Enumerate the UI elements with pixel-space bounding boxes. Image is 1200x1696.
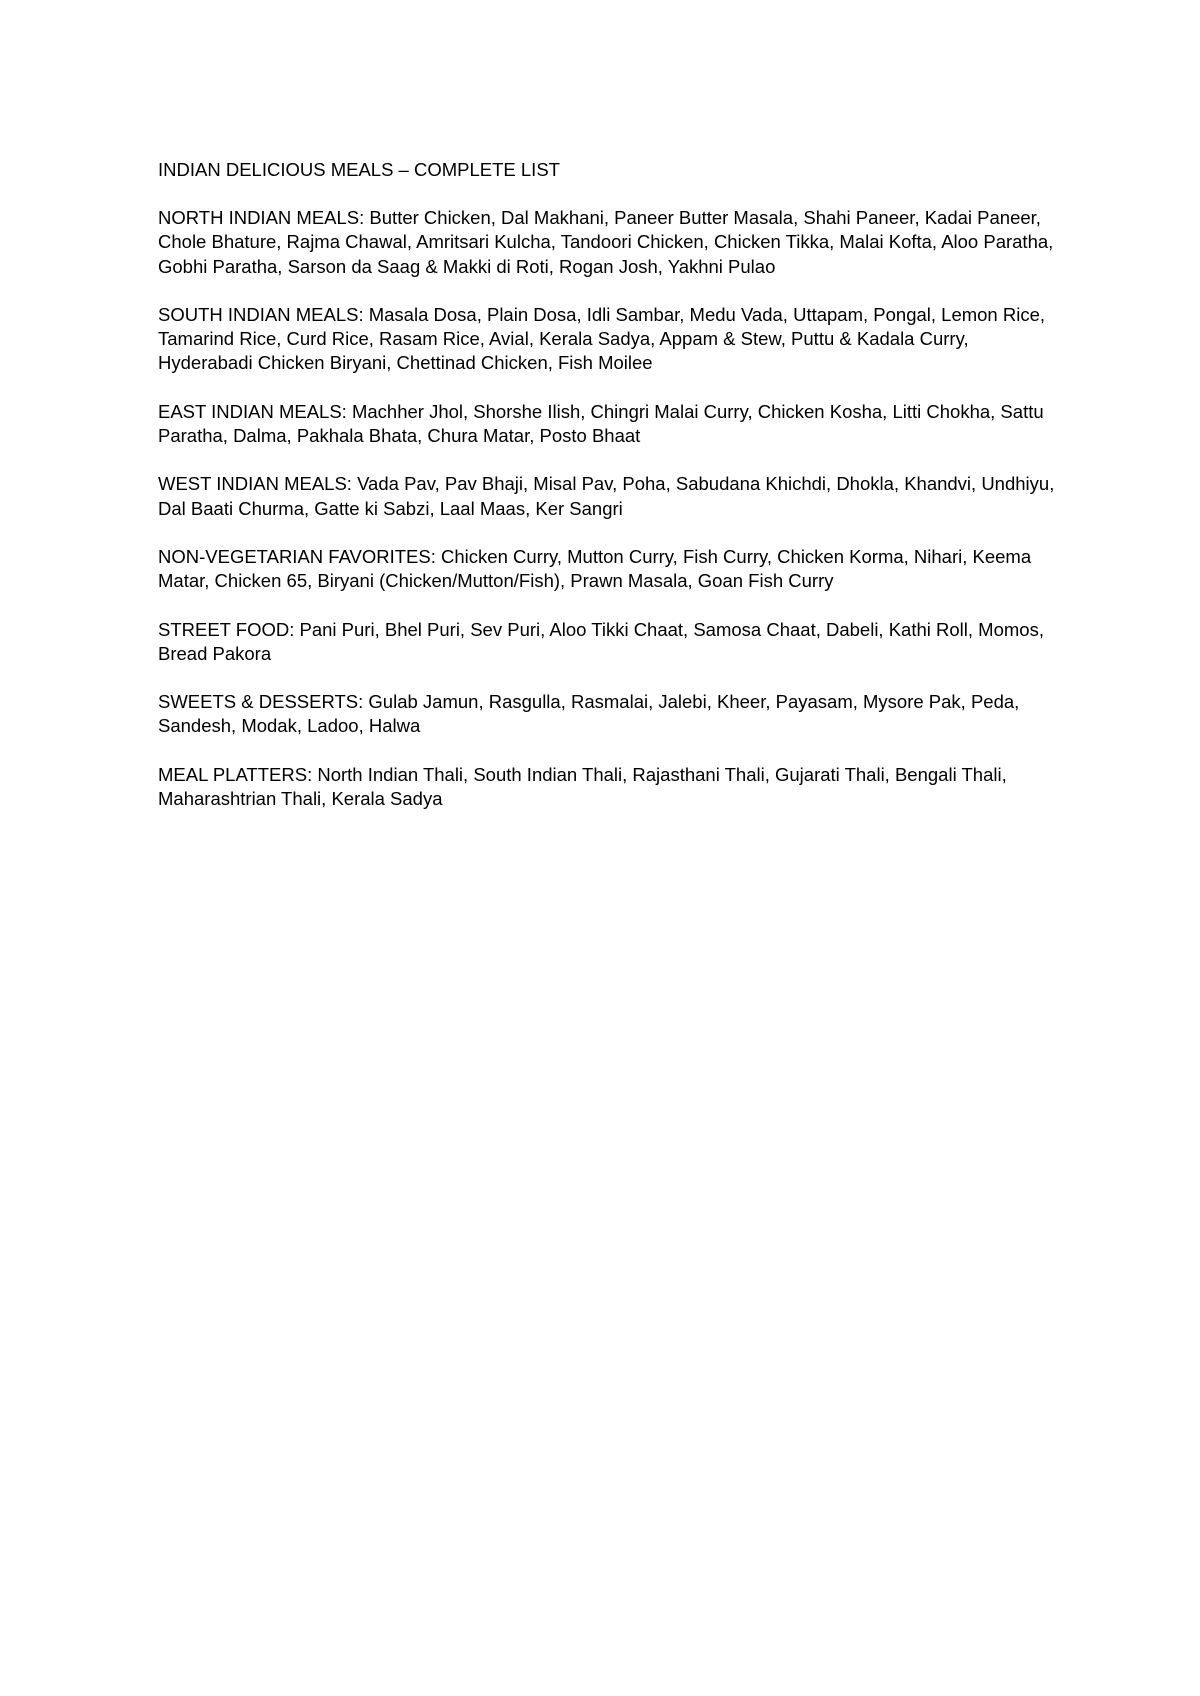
section-heading: SOUTH INDIAN MEALS: [158, 303, 364, 325]
section-west-indian [158, 472, 1058, 521]
document-title: INDIAN DELICIOUS MEALS – COMPLETE LIST [158, 159, 560, 180]
section-items: Masala Dosa, Plain Dosa, Idli Sambar, Medu Vada, Uttapam, Pongal, Lemon Rice, Tamarind Rice, Curd Rice, Rasam Rice, Avial, Kerala Sadya, Appam & Stew, Puttu & Kadala Curry, Hyderabadi Chicken Biryani, Chettinad Chicken, Fish Moilee [158, 303, 1046, 374]
section-east-indian [158, 400, 1058, 449]
section-heading: WEST INDIAN MEALS: [158, 473, 352, 495]
section-heading: STREET FOOD: [158, 618, 295, 640]
section-heading: NORTH INDIAN MEALS: [158, 207, 365, 228]
section-items: Gulab Jamun, Rasgulla, Rasmalai, Jalebi, Kheer, Payasam, Mysore Pak, Peda, Sandesh, Modak, Ladoo, Halwa [158, 691, 1020, 737]
section-south-indian [158, 303, 1058, 376]
section-street-food [158, 618, 1058, 667]
section-heading: SWEETS & DESSERTS: [158, 691, 364, 713]
section-items: Vada Pav, Pav Bhaji, Misal Pav, Poha, Sabudana Khichdi, Dhokla, Khandvi, Undhiyu, Dal Baati Churma, Gatte ki Sabzi, Laal Maas, Ker Sangri [158, 473, 1055, 519]
section-sweets-desserts [158, 690, 1058, 739]
section-meal-platters [158, 763, 1058, 812]
section-non-vegetarian [158, 545, 1058, 594]
section-items: Machher Jhol, Shorshe Ilish, Chingri Malai Curry, Chicken Kosha, Litti Chokha, Sattu Paratha, Dalma, Pakhala Bhata, Chura Matar, Posto Bhaat [158, 400, 1044, 447]
section-items: Pani Puri, Bhel Puri, Sev Puri, Aloo Tikki Chaat, Samosa Chaat, Dabeli, Kathi Roll, Momos, Bread Pakora [158, 618, 1044, 664]
section-heading: EAST INDIAN MEALS: [158, 400, 347, 422]
document-page [158, 158, 1058, 835]
section-north-indian [158, 206, 1058, 279]
section-items: Butter Chicken, Dal Makhani, Paneer Butter Masala, Shahi Paneer, Kadai Paneer, Chole Bhature, Rajma Chawal, Amritsari Kulcha, Tandoori Chicken, Chicken Tikka, Malai Kofta, Aloo Paratha, Gobhi Paratha, Sarson da Saag & Makki di Roti, Rogan Josh, Yakhni Pulao [158, 207, 1054, 277]
section-heading: NON-VEGETARIAN FAVORITES: [158, 545, 436, 567]
section-items: Chicken Curry, Mutton Curry, Fish Curry, Chicken Korma, Nihari, Keema Matar, Chicken 65, Biryani (Chicken/Mutton/Fish), Prawn Masala, Goan Fish Curry [158, 545, 1032, 592]
section-heading: MEAL PLATTERS: [158, 763, 313, 785]
section-items: North Indian Thali, South Indian Thali, Rajasthani Thali, Gujarati Thali, Bengali Thali, Maharashtrian Thali, Kerala Sadya [158, 763, 1007, 810]
